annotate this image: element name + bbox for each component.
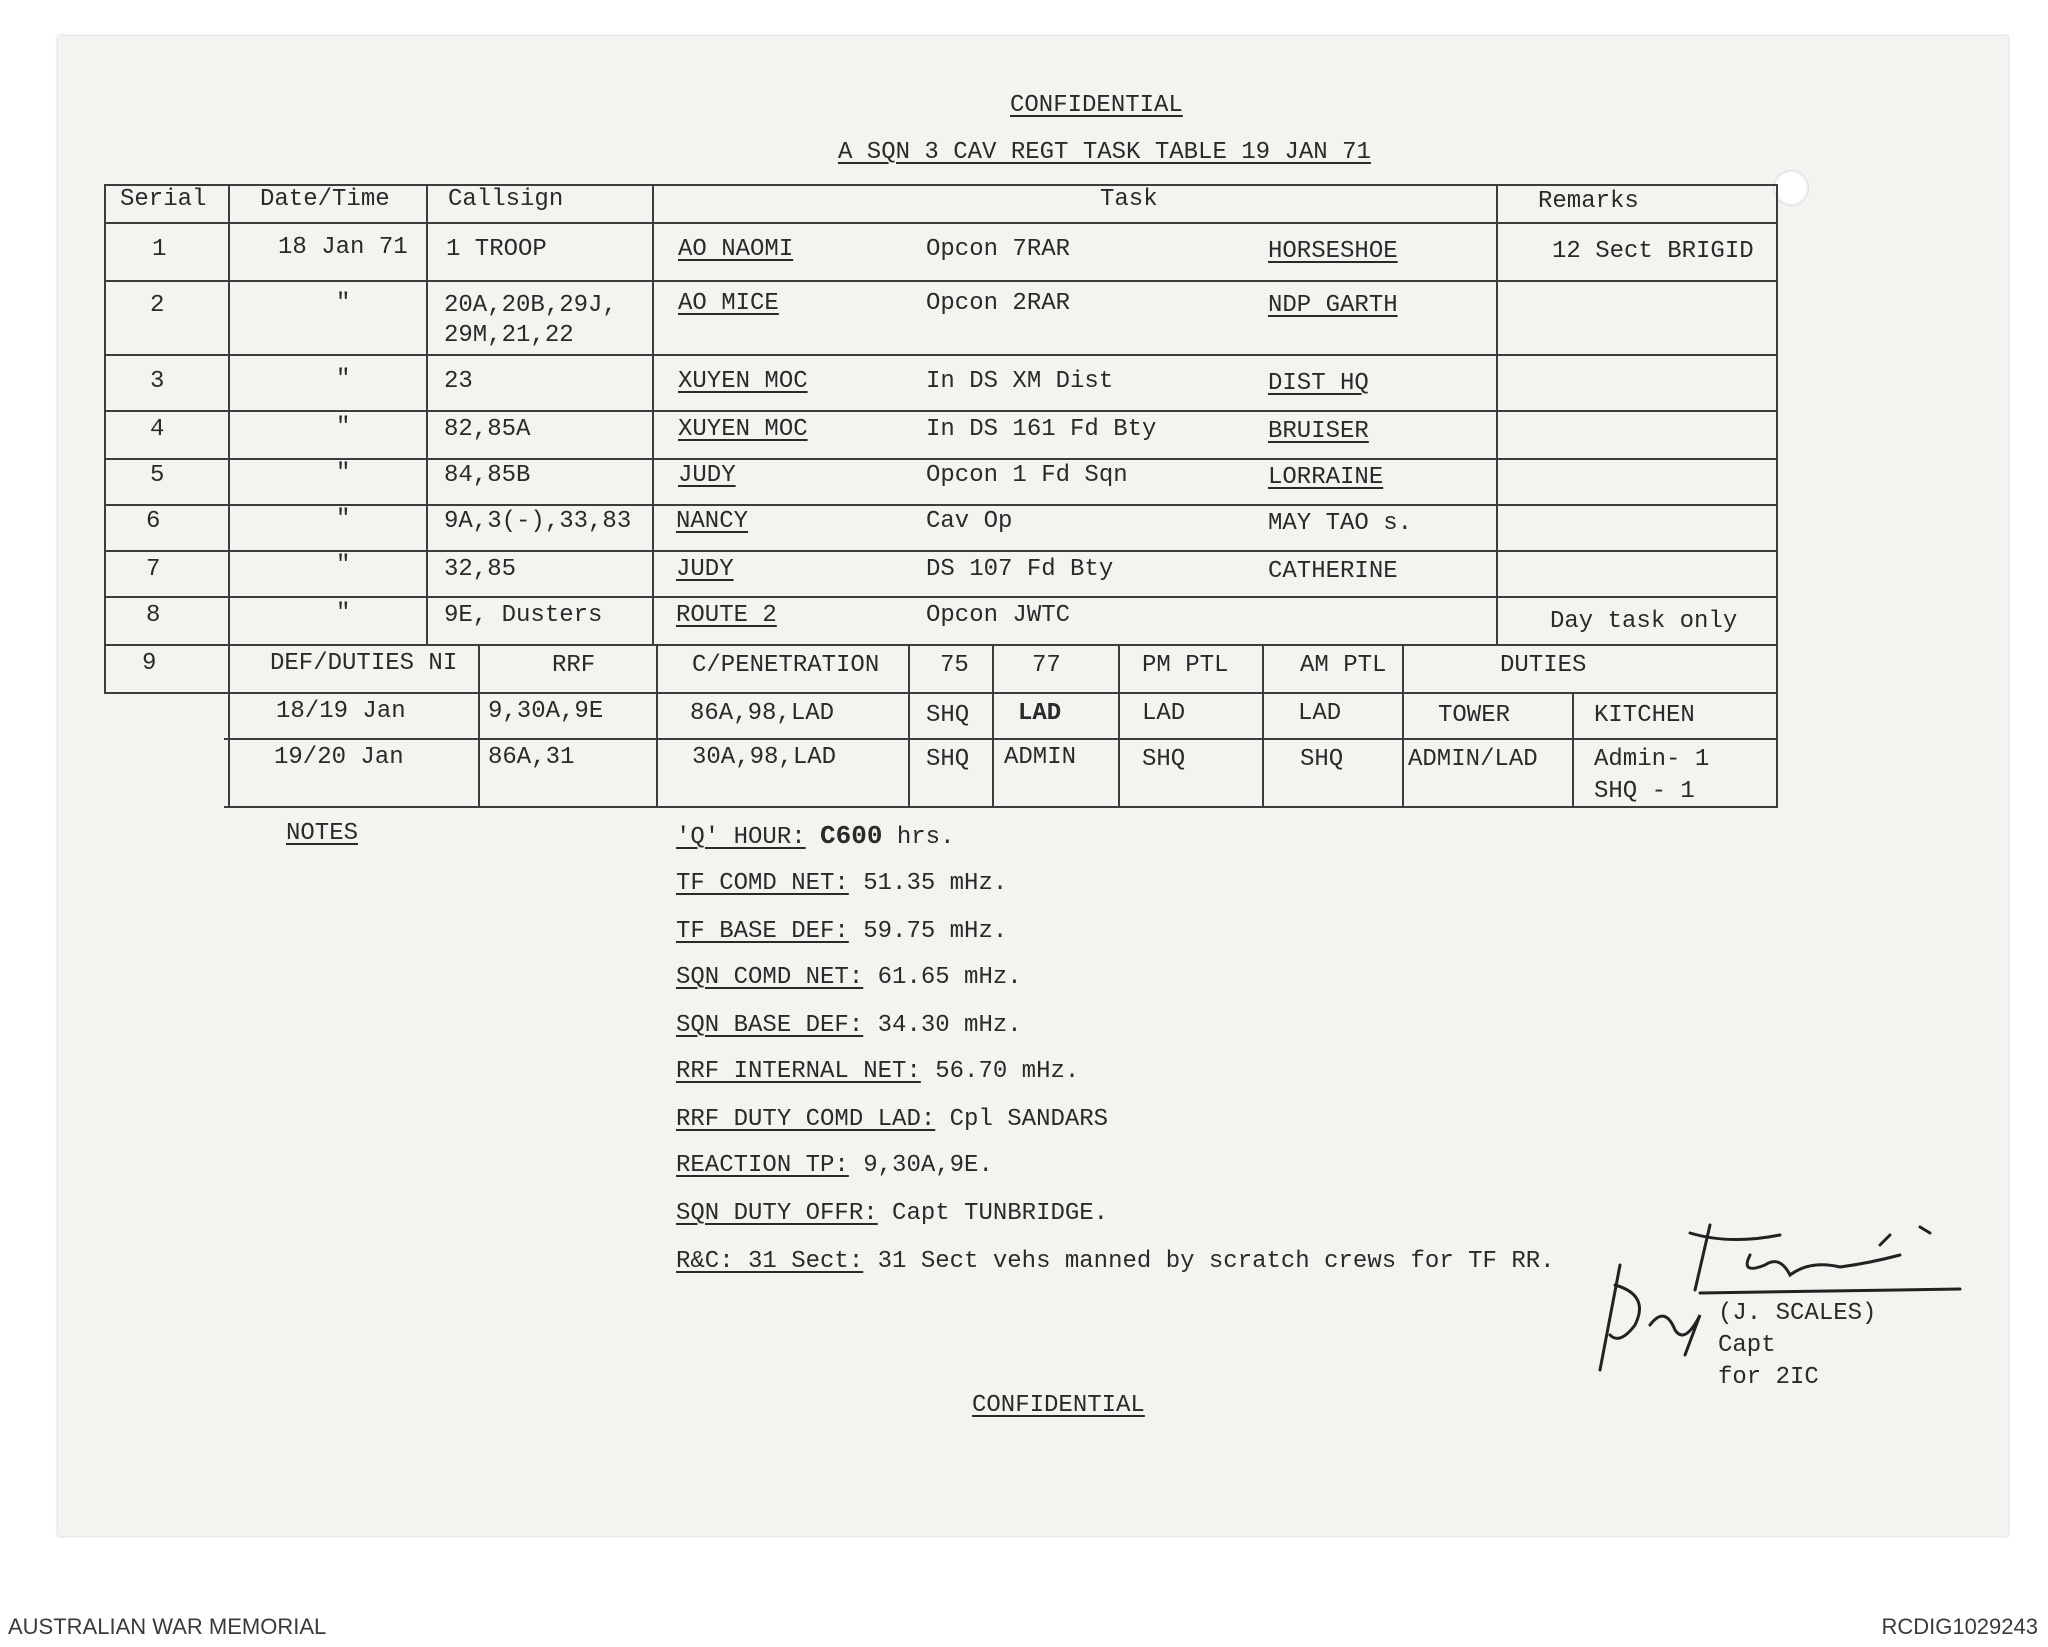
duties-cell: LAD bbox=[1018, 700, 1062, 727]
notes-heading: NOTES bbox=[286, 820, 359, 847]
table-rule bbox=[1262, 644, 1264, 806]
table-cell: 29M,21,22 bbox=[444, 322, 574, 349]
table-cell: JUDY bbox=[678, 462, 736, 489]
table-rule bbox=[992, 644, 994, 806]
note-value: 34.30 mHz. bbox=[877, 1012, 1022, 1039]
table-rule bbox=[104, 222, 1778, 224]
table-cell: JUDY bbox=[676, 556, 734, 583]
table-rule bbox=[104, 692, 1778, 694]
table-cell: XUYEN MOC bbox=[678, 368, 808, 395]
document-title: A SQN 3 CAV REGT TASK TABLE 19 JAN 71 bbox=[838, 139, 1371, 166]
table-cell: DS 107 Fd Bty bbox=[926, 556, 1114, 583]
note-item bbox=[676, 1106, 1108, 1134]
table-cell: 8 bbox=[146, 602, 161, 629]
note-item bbox=[676, 870, 1007, 898]
table-rule bbox=[104, 596, 1778, 598]
table-rule bbox=[104, 458, 1778, 460]
table-cell: 1 TROOP bbox=[446, 236, 547, 263]
table-cell: HORSESHOE bbox=[1268, 238, 1398, 265]
note-value: 9,30A,9E. bbox=[863, 1152, 993, 1179]
table-cell: NDP GARTH bbox=[1268, 292, 1398, 319]
duties-cell: ADMIN/LAD bbox=[1408, 746, 1538, 773]
table-cell: BRUISER bbox=[1268, 418, 1369, 445]
note-label: R&C: 31 Sect: bbox=[676, 1248, 864, 1275]
duties-header: DUTIES bbox=[1500, 652, 1587, 679]
duties-cell: 86A,98,LAD bbox=[690, 700, 835, 727]
table-rule bbox=[224, 806, 1778, 808]
table-cell: DIST HQ bbox=[1268, 370, 1369, 397]
note-value: 31 Sect vehs manned by scratch crews for TF RR. bbox=[877, 1248, 1555, 1275]
table-rule bbox=[652, 184, 654, 644]
note-item bbox=[676, 822, 954, 852]
table-cell: 6 bbox=[146, 508, 161, 535]
duties-cell: Admin- 1 bbox=[1594, 746, 1710, 773]
signatory-name: (J. SCALES) bbox=[1718, 1300, 1877, 1327]
note-value: Cpl SANDARS bbox=[949, 1106, 1109, 1133]
table-rule bbox=[908, 644, 910, 806]
duties-header: AM PTL bbox=[1300, 652, 1387, 679]
column-header-remarks: Remarks bbox=[1538, 188, 1639, 215]
note-value: Capt TUNBRIDGE. bbox=[892, 1200, 1109, 1227]
duties-cell: ADMIN bbox=[1004, 744, 1077, 771]
table-cell: 7 bbox=[146, 556, 161, 583]
table-cell: CATHERINE bbox=[1268, 558, 1398, 585]
footer-archive-name: AUSTRALIAN WAR MEMORIAL bbox=[8, 1614, 327, 1639]
note-value: 56.70 mHz. bbox=[935, 1058, 1080, 1085]
table-cell: " bbox=[336, 552, 351, 579]
table-cell: " bbox=[336, 414, 351, 441]
note-value: hrs. bbox=[896, 824, 955, 851]
table-cell: 20A,20B,29J, bbox=[444, 292, 617, 319]
classification-top: CONFIDENTIAL bbox=[1010, 92, 1183, 119]
table-rule bbox=[104, 550, 1778, 552]
table-cell: 18 Jan 71 bbox=[278, 234, 408, 261]
note-label: SQN COMD NET: bbox=[676, 964, 864, 991]
table-cell: Cav Op bbox=[926, 508, 1013, 535]
table-cell: 5 bbox=[150, 462, 165, 489]
table-cell: 3 bbox=[150, 368, 165, 395]
note-item bbox=[676, 1200, 1108, 1228]
duties-cell: SHQ - 1 bbox=[1594, 778, 1695, 805]
table-rule bbox=[1776, 184, 1778, 806]
note-item bbox=[676, 1248, 1555, 1276]
note-item bbox=[676, 918, 1007, 946]
duties-header: 77 bbox=[1032, 652, 1061, 679]
table-rule bbox=[104, 280, 1778, 282]
duties-cell: 9,30A,9E bbox=[488, 698, 604, 725]
note-item bbox=[676, 1012, 1022, 1040]
table-cell: 23 bbox=[444, 368, 473, 395]
note-stamp: C600 bbox=[820, 821, 883, 851]
table-rule bbox=[224, 738, 1778, 740]
duties-cell: TOWER bbox=[1438, 702, 1511, 729]
table-cell: 32,85 bbox=[444, 556, 517, 583]
table-rule bbox=[104, 184, 106, 694]
signatory-rank: Capt bbox=[1718, 1332, 1776, 1359]
duties-header: RRF bbox=[552, 652, 596, 679]
table-rule bbox=[1118, 644, 1120, 806]
table-cell: 2 bbox=[150, 292, 165, 319]
table-rule bbox=[1496, 184, 1498, 644]
column-header-serial: Serial bbox=[120, 186, 207, 213]
note-value: 51.35 mHz. bbox=[863, 870, 1008, 897]
duties-cell: SHQ bbox=[1300, 746, 1344, 773]
table-cell: " bbox=[336, 290, 351, 317]
signatory-appointment: for 2IC bbox=[1718, 1364, 1819, 1391]
table-cell: In DS 161 Fd Bty bbox=[926, 416, 1157, 443]
table-cell: 12 Sect BRIGID bbox=[1552, 238, 1754, 265]
note-label: TF BASE DEF: bbox=[676, 918, 849, 945]
duties-cell: SHQ bbox=[1142, 746, 1186, 773]
column-header-task: Task bbox=[1100, 186, 1158, 213]
table-cell: " bbox=[336, 506, 351, 533]
table-cell: " bbox=[336, 366, 351, 393]
footer-record-id: RCDIG1029243 bbox=[1881, 1614, 2038, 1639]
duties-cell: SHQ bbox=[926, 702, 970, 729]
note-item bbox=[676, 1058, 1079, 1086]
table-rule bbox=[228, 184, 230, 806]
table-rule bbox=[1402, 644, 1404, 806]
table-cell: AO NAOMI bbox=[678, 236, 794, 263]
note-label: TF COMD NET: bbox=[676, 870, 849, 897]
duties-cell: LAD bbox=[1142, 700, 1186, 727]
handwritten-signature bbox=[1580, 1205, 1980, 1375]
duties-cell: 18/19 Jan bbox=[276, 698, 406, 725]
punch-hole bbox=[1773, 170, 1809, 206]
table-cell: 9 bbox=[142, 650, 157, 677]
table-cell: XUYEN MOC bbox=[678, 416, 808, 443]
duties-cell: 30A,98,LAD bbox=[692, 744, 837, 771]
table-cell: 4 bbox=[150, 416, 165, 443]
table-rule bbox=[104, 504, 1778, 506]
table-rule bbox=[104, 644, 1778, 646]
duties-header: DEF/DUTIES NI bbox=[270, 650, 458, 677]
table-cell: 9A,3(-),33,83 bbox=[444, 508, 632, 535]
duties-cell: SHQ bbox=[926, 746, 970, 773]
duties-header: C/PENETRATION bbox=[692, 652, 880, 679]
note-item bbox=[676, 1152, 993, 1180]
table-cell: LORRAINE bbox=[1268, 464, 1384, 491]
table-cell: Opcon 7RAR bbox=[926, 236, 1071, 263]
table-cell: AO MICE bbox=[678, 290, 779, 317]
classification-bottom: CONFIDENTIAL bbox=[972, 1392, 1145, 1419]
table-cell: 1 bbox=[152, 236, 167, 263]
table-cell: Opcon 1 Fd Sqn bbox=[926, 462, 1128, 489]
table-cell: In DS XM Dist bbox=[926, 368, 1114, 395]
table-cell: ROUTE 2 bbox=[676, 602, 777, 629]
note-value: 61.65 mHz. bbox=[877, 964, 1022, 991]
table-rule bbox=[478, 644, 480, 806]
note-item bbox=[676, 964, 1022, 992]
column-header-callsign: Callsign bbox=[448, 186, 564, 213]
note-label: SQN BASE DEF: bbox=[676, 1012, 864, 1039]
table-cell: Day task only bbox=[1550, 608, 1738, 635]
note-label: RRF DUTY COMD LAD: bbox=[676, 1106, 936, 1133]
table-cell: 9E, Dusters bbox=[444, 602, 603, 629]
column-header-date: Date/Time bbox=[260, 186, 390, 213]
note-label: SQN DUTY OFFR: bbox=[676, 1200, 878, 1227]
duties-header: PM PTL bbox=[1142, 652, 1229, 679]
table-cell: 82,85A bbox=[444, 416, 531, 443]
table-cell: Opcon 2RAR bbox=[926, 290, 1071, 317]
note-label: REACTION TP: bbox=[676, 1152, 849, 1179]
note-value: 59.75 mHz. bbox=[863, 918, 1008, 945]
note-label: 'Q' HOUR: bbox=[676, 824, 806, 851]
duties-cell: 19/20 Jan bbox=[274, 744, 404, 771]
duties-cell: LAD bbox=[1298, 700, 1342, 727]
table-cell: 84,85B bbox=[444, 462, 531, 489]
table-cell: " bbox=[336, 600, 351, 627]
table-cell: NANCY bbox=[676, 508, 749, 535]
table-cell: MAY TAO s. bbox=[1268, 510, 1413, 537]
duties-cell: KITCHEN bbox=[1594, 702, 1695, 729]
table-rule bbox=[426, 184, 428, 644]
table-cell: Opcon JWTC bbox=[926, 602, 1071, 629]
table-rule bbox=[104, 410, 1778, 412]
duties-header: 75 bbox=[940, 652, 969, 679]
table-rule bbox=[1572, 692, 1574, 806]
table-cell: " bbox=[336, 460, 351, 487]
table-rule bbox=[656, 644, 658, 806]
duties-cell: 86A,31 bbox=[488, 744, 575, 771]
note-label: RRF INTERNAL NET: bbox=[676, 1058, 921, 1085]
table-rule bbox=[104, 354, 1778, 356]
